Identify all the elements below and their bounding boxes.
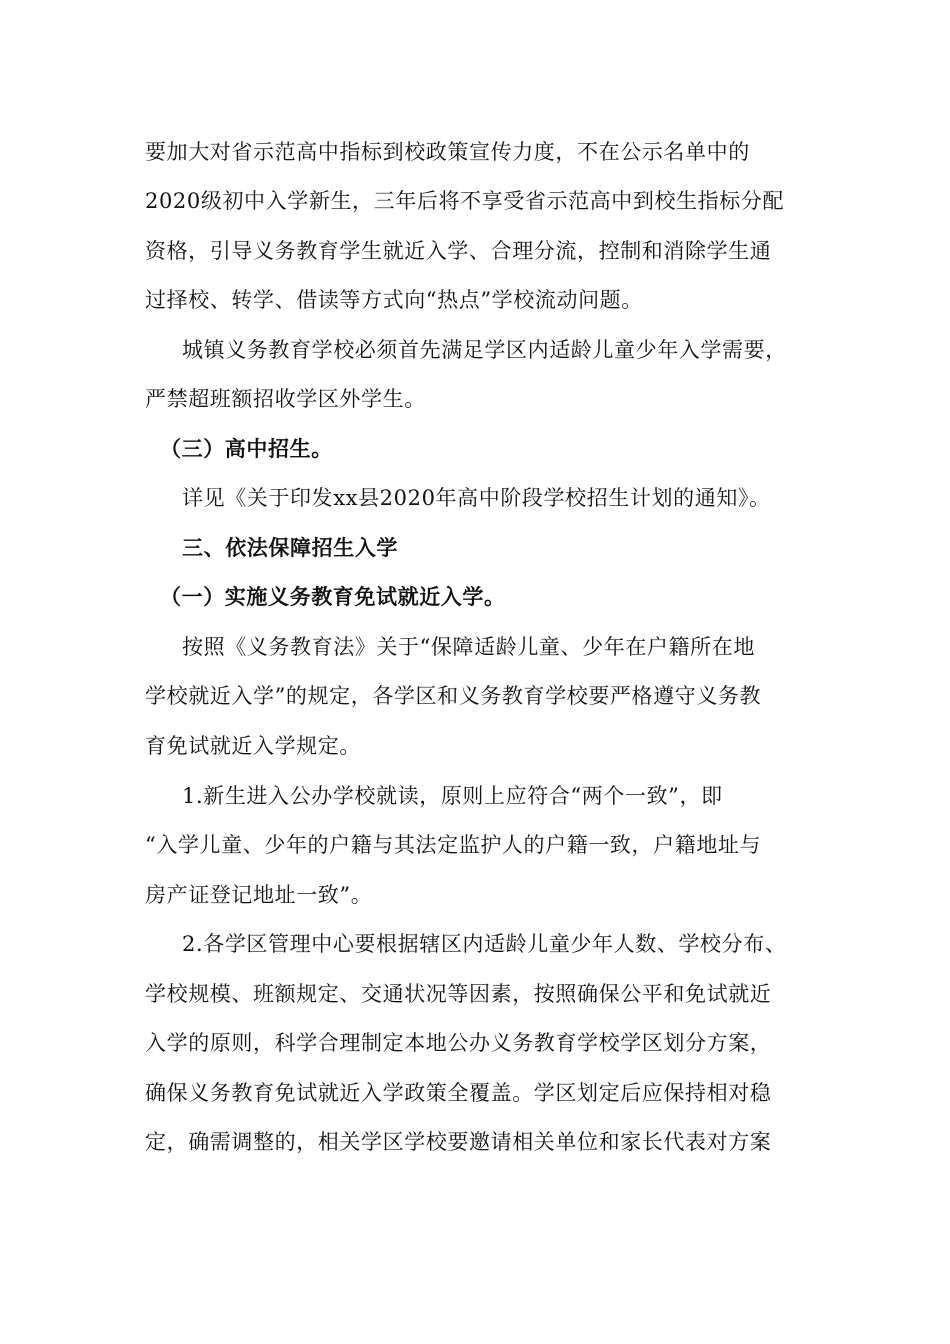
list-item-line: “入学儿童、少年的户籍与其法定监护人的户籍一致，户籍地址与 bbox=[145, 833, 762, 857]
paragraph-line: 学校就近入学”的规定，各学区和义务教育学校要严格遵守义务教 bbox=[145, 684, 762, 708]
paragraph-line: 过择校、转学、借读等方式向“热点”学校流动问题。 bbox=[145, 288, 643, 312]
subsection-heading: （一）实施义务教育免试就近入学。 bbox=[160, 585, 506, 609]
list-item-line: 定，确需调整的，相关学区学校要邀请相关单位和家长代表对方案 bbox=[145, 1130, 772, 1154]
list-item-line: 确保义务教育免试就近入学政策全覆盖。学区划定后应保持相对稳 bbox=[145, 1081, 772, 1105]
list-item-line: 学校规模、班额规定、交通状况等因素，按照确保公平和免试就近 bbox=[145, 982, 772, 1006]
list-item-line: 1.新生进入公办学校就读，原则上应符合“两个一致”，即 bbox=[182, 784, 723, 808]
paragraph-line: 2020级初中入学新生，三年后将不享受省示范高中到校生指标分配 bbox=[145, 189, 785, 213]
paragraph-line: 要加大对省示范高中指标到校政策宣传力度，不在公示名单中的 bbox=[145, 140, 750, 164]
paragraph-line: 资格，引导义务教育学生就近入学、合理分流，控制和消除学生通 bbox=[145, 239, 772, 263]
paragraph-line: 按照《义务教育法》关于“保障适龄儿童、少年在户籍所在地 bbox=[182, 635, 755, 659]
list-item-line: 房产证登记地址一致”。 bbox=[145, 883, 373, 907]
list-item-line: 2.各学区管理中心要根据辖区内适龄儿童少年人数、学校分布、 bbox=[182, 932, 787, 956]
subsection-heading: （三）高中招生。 bbox=[160, 437, 333, 461]
list-item-line: 入学的原则，科学合理制定本地公办义务教育学校学区划分方案， bbox=[145, 1031, 772, 1055]
section-heading: 三、依法保障招生入学 bbox=[182, 536, 398, 560]
paragraph-line: 严禁超班额招收学区外学生。 bbox=[145, 387, 426, 411]
paragraph-line: 育免试就近入学规定。 bbox=[145, 734, 361, 758]
paragraph-line: 城镇义务教育学校必须首先满足学区内适龄儿童少年入学需要， bbox=[182, 338, 787, 362]
paragraph-line: 详见《关于印发xx县2020年高中阶段学校招生计划的通知》。 bbox=[182, 486, 771, 510]
